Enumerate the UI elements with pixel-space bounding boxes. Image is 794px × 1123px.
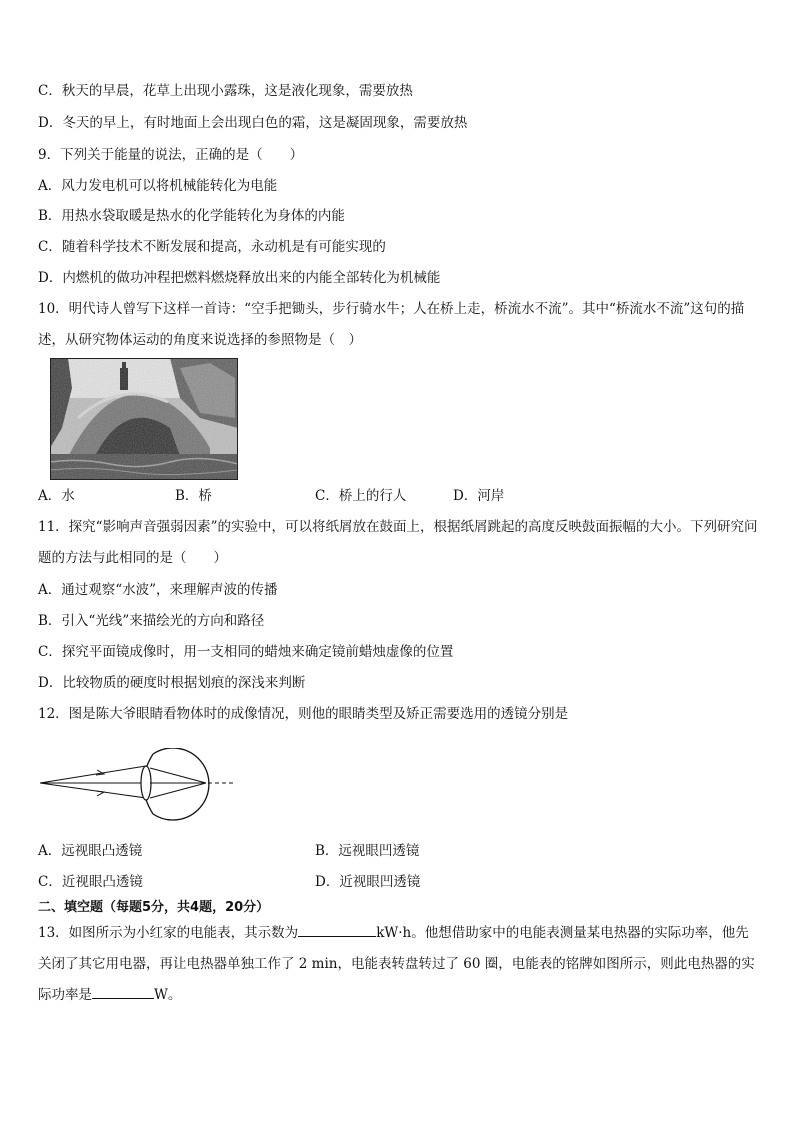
q9-option-c: C．随着科学技术不断发展和提高，永动机是有可能实现的 bbox=[38, 239, 386, 255]
q10-option-b: B．桥 bbox=[175, 488, 212, 504]
q13-text-3: W。 bbox=[154, 987, 182, 1003]
q11-option-d: D．比较物质的硬度时根据划痕的深浅来判断 bbox=[38, 675, 306, 691]
q12-option-a: A．远视眼凸透镜 bbox=[38, 843, 143, 859]
q8-option-d: D．冬天的早上，有时地面上会出现白色的霜，这是凝固现象，需要放热 bbox=[38, 115, 468, 131]
q9-option-b: B．用热水袋取暖是热水的化学能转化为身体的内能 bbox=[38, 208, 345, 224]
eye-ray-diagram bbox=[38, 748, 238, 826]
q13-text-2: kW·h。他想借助家中的电能表测量某电热器的实际功率，他先关闭了其它用电器，再让电热器单独工作了 2 min，电能表转盘转过了 60 圈，电能表的铭牌如图所示，则此电热器的实际功率是 bbox=[38, 925, 755, 1003]
q13-blank-power[interactable] bbox=[92, 984, 154, 999]
q9-option-a: A．风力发电机可以将机械能转化为电能 bbox=[38, 178, 278, 194]
q12-option-b: B．远视眼凹透镜 bbox=[315, 843, 420, 859]
q10-option-c: C．桥上的行人 bbox=[315, 488, 407, 504]
q12-stem: 12．图是陈大爷眼睛看物体时的成像情况，则他的眼睛类型及矫正需要选用的透镜分别是 bbox=[38, 706, 569, 722]
q10-stem: 10．明代诗人曾写下这样一首诗：“空手把锄头，步行骑水牛；人在桥上走，桥流水不流”。其中“桥流水不流”这句的描述，从研究物体运动的角度来说选择的参照物是（ ） bbox=[38, 301, 745, 348]
q12-option-d: D．近视眼凹透镜 bbox=[315, 874, 421, 890]
q9-option-d: D．内燃机的做功冲程把燃料燃烧释放出来的内能全部转化为机械能 bbox=[38, 270, 441, 286]
q13-stem bbox=[38, 918, 758, 1011]
q10-option-a: A．水 bbox=[38, 488, 75, 504]
q10-option-d: D．河岸 bbox=[453, 488, 505, 504]
stone-bridge-photo bbox=[50, 358, 238, 480]
q11-option-a: A．通过观察“水波”，来理解声波的传播 bbox=[38, 582, 278, 598]
q12-option-c: C．近视眼凸透镜 bbox=[38, 874, 143, 890]
q11-option-b: B．引入“光线”来描绘光的方向和路径 bbox=[38, 613, 265, 629]
q11-option-c: C．探究平面镜成像时，用一支相同的蜡烛来确定镜前蜡烛虚像的位置 bbox=[38, 644, 454, 660]
q9-stem: 9．下列关于能量的说法，正确的是（ ） bbox=[38, 147, 304, 163]
q13-blank-reading[interactable] bbox=[298, 922, 376, 937]
q13-text-1: 13．如图所示为小红家的电能表，其示数为 bbox=[38, 925, 299, 941]
q8-option-c: C．秋天的早晨，花草上出现小露珠，这是液化现象，需要放热 bbox=[38, 83, 413, 99]
section-heading: 二、填空题（每题5分，共4题，20分） bbox=[38, 900, 270, 915]
q11-stem: 11．探究“影响声音强弱因素”的实验中，可以将纸屑放在鼓面上，根据纸屑跳起的高度反映鼓面振幅的大小。下列研究问题的方法与此相同的是（ ） bbox=[38, 519, 758, 566]
